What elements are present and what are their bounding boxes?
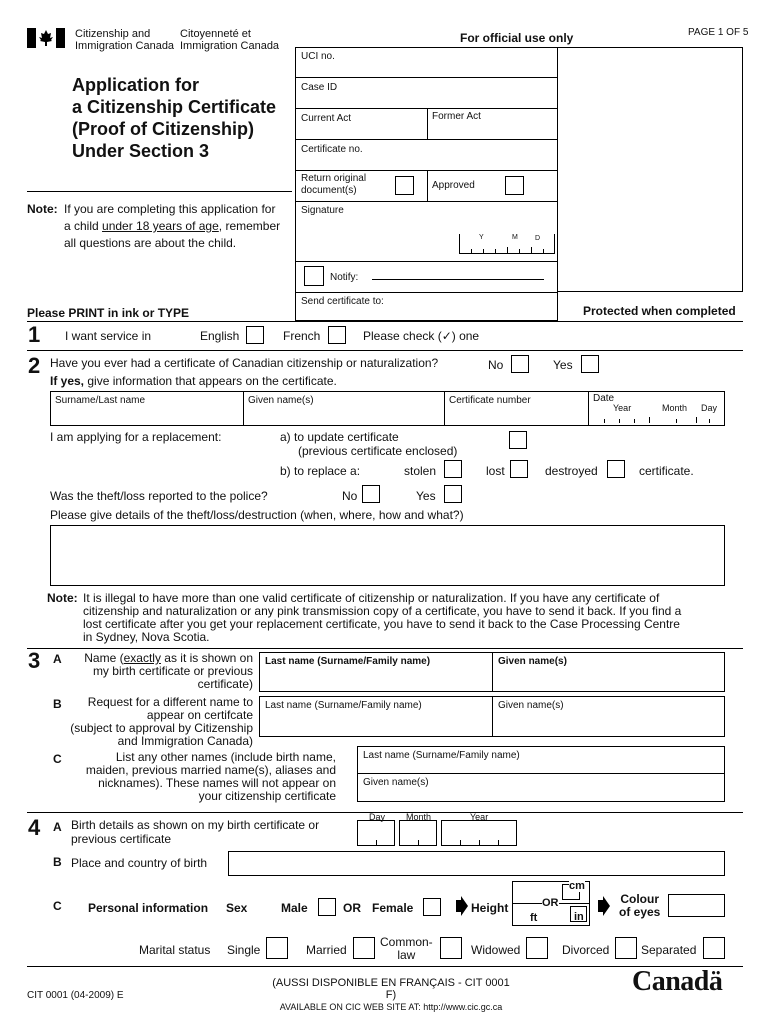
- separated-label: Separated: [641, 943, 697, 957]
- update-option-label: a) to update certificate: [280, 430, 399, 444]
- birth-place-input[interactable]: [228, 851, 725, 876]
- replace-option-label: b) to replace a:: [280, 464, 361, 478]
- other-names-given-field[interactable]: Given name(s): [363, 777, 429, 788]
- case-id-label: Case ID: [301, 82, 338, 93]
- name-exact-given-field[interactable]: Given name(s): [498, 656, 567, 667]
- common-law-label: Common- law: [380, 935, 433, 962]
- previous-yes-checkbox[interactable]: [581, 355, 599, 373]
- previous-no-label: No: [488, 358, 504, 372]
- french-checkbox[interactable]: [328, 326, 346, 344]
- other-names-last-field[interactable]: Last name (Surname/Family name): [363, 750, 520, 761]
- different-name-given-field[interactable]: Given name(s): [498, 700, 564, 711]
- destroyed-checkbox[interactable]: [607, 460, 625, 478]
- eye-colour-input[interactable]: [668, 894, 725, 917]
- single-label: Single: [227, 943, 261, 957]
- update-option-sublabel: (previous certificate enclosed): [298, 444, 458, 458]
- birth-details-label: Birth details as shown on my birth certificate or previous certificate: [71, 818, 320, 846]
- current-act-label: Current Act: [301, 113, 352, 124]
- male-label: Male: [281, 901, 308, 915]
- sex-label: Sex: [226, 901, 248, 915]
- married-label: Married: [306, 943, 347, 957]
- footer-notice: (AUSSI DISPONIBLE EN FRANÇAIS - CIT 0001 F) AVAILABLE ON CIC WEB SITE AT: http://www.cic.gc.ca: [272, 977, 510, 1012]
- widowed-checkbox[interactable]: [526, 937, 548, 959]
- notify-label: Notify:: [330, 272, 359, 283]
- police-yes-checkbox[interactable]: [444, 485, 462, 503]
- divider: [27, 191, 292, 192]
- section-3a-letter: A: [53, 652, 62, 666]
- note-child: Note:: [27, 202, 58, 216]
- personal-info-label: Personal information: [88, 901, 209, 915]
- english-label: English: [200, 329, 240, 343]
- previous-certificate-question: Have you ever had a certificate of Canadian citizenship or naturalization?: [50, 356, 439, 370]
- female-label: Female: [372, 901, 414, 915]
- single-checkbox[interactable]: [266, 937, 288, 959]
- previous-surname-field[interactable]: Surname/Last name: [55, 395, 146, 406]
- eye-colour-label: Colour of eyes: [619, 892, 661, 919]
- uci-label: UCI no.: [301, 51, 335, 62]
- section-4-number: 4: [28, 815, 41, 840]
- police-no-checkbox[interactable]: [362, 485, 380, 503]
- print-instruction: Please PRINT in ink or TYPE: [27, 306, 190, 320]
- page-title: Application for a Citizenship Certificate (Proof of Citizenship) Under Section 3: [72, 75, 277, 161]
- details-textarea[interactable]: [50, 525, 725, 586]
- police-no-label: No: [342, 489, 358, 503]
- approved-checkbox[interactable]: [505, 176, 524, 195]
- previous-date-field[interactable]: Date Year Month Day: [593, 393, 721, 423]
- certificate-word: certificate.: [639, 464, 694, 478]
- illegal-note-label: Note:: [47, 591, 78, 605]
- section-3-number: 3: [28, 648, 41, 673]
- details-prompt: Please give details of the theft/loss/destruction (when, where, how and what?): [50, 508, 464, 522]
- signature-label: Signature: [301, 205, 344, 216]
- former-act-label: Former Act: [432, 111, 481, 122]
- if-yes-instruction: If yes, give information that appears on the certificate.: [50, 374, 337, 388]
- protected-label: Protected when completed: [583, 304, 736, 318]
- married-checkbox[interactable]: [353, 937, 375, 959]
- previous-no-checkbox[interactable]: [511, 355, 529, 373]
- male-checkbox[interactable]: [318, 898, 336, 916]
- send-certificate-label: Send certificate to:: [301, 296, 384, 307]
- height-field[interactable]: cm OR ft in: [512, 881, 590, 926]
- notify-line[interactable]: [372, 279, 544, 280]
- separated-checkbox[interactable]: [703, 937, 725, 959]
- female-checkbox[interactable]: [423, 898, 441, 916]
- french-label: French: [283, 329, 321, 343]
- section-4c-letter: C: [53, 899, 62, 913]
- section-divider: [27, 321, 743, 322]
- name-exact-label: Name (exactly as it is shown on my birth certificate or previous certificate): [84, 651, 253, 691]
- department-name-fr: Citoyenneté et Immigration Canada: [180, 28, 280, 52]
- widowed-label: Widowed: [471, 943, 521, 957]
- department-name-en: Citizenship and Immigration Canada: [75, 28, 175, 52]
- section-2-number: 2: [28, 353, 41, 378]
- birth-date-field[interactable]: Day Month Year: [357, 812, 517, 846]
- return-documents-label: Return original document(s): [301, 173, 367, 196]
- section-1-number: 1: [28, 322, 41, 347]
- return-documents-checkbox[interactable]: [395, 176, 414, 195]
- approved-label: Approved: [432, 180, 475, 191]
- name-exact-last-field[interactable]: Last name (Surname/Family name): [265, 656, 431, 667]
- note-child-text: If you are completing this application for a child under 18 years of age, remember all questions are about the child.: [64, 202, 281, 250]
- office-stamp-area: [557, 47, 743, 292]
- form-number: CIT 0001 (04-2009) E: [27, 990, 124, 1001]
- marital-status-label: Marital status: [139, 943, 211, 957]
- lost-label: lost: [486, 464, 505, 478]
- previous-cert-number-field[interactable]: Certificate number: [449, 395, 531, 406]
- page-number: PAGE 1 OF 5: [688, 27, 749, 38]
- sex-or-label: OR: [343, 901, 361, 915]
- official-use-heading: For official use only: [460, 31, 574, 45]
- divorced-checkbox[interactable]: [615, 937, 637, 959]
- canada-flag-icon: [27, 28, 65, 48]
- height-label: Height: [471, 901, 509, 915]
- police-question: Was the theft/loss reported to the police?: [50, 489, 268, 503]
- section-4b-letter: B: [53, 855, 62, 869]
- previous-given-field[interactable]: Given name(s): [248, 395, 314, 406]
- certificate-no-label: Certificate no.: [301, 144, 363, 155]
- replacement-label: I am applying for a replacement:: [50, 430, 222, 444]
- birth-place-label: Place and country of birth: [71, 856, 208, 870]
- section-3b-letter: B: [53, 697, 62, 711]
- common-law-checkbox[interactable]: [440, 937, 462, 959]
- arrow-right-icon: [456, 896, 468, 916]
- previous-yes-label: Yes: [553, 358, 573, 372]
- different-name-label: Request for a different name to appear on certifcate (subject to approval by Citizenship and Immigration Canada): [70, 695, 253, 748]
- update-certificate-checkbox[interactable]: [509, 431, 527, 449]
- english-checkbox[interactable]: [246, 326, 264, 344]
- service-language-label: I want service in: [65, 329, 152, 343]
- lost-checkbox[interactable]: [510, 460, 528, 478]
- check-one-instruction: Please check (✓) one: [363, 329, 480, 343]
- signature-date[interactable]: Y M D: [459, 234, 554, 254]
- stolen-label: stolen: [404, 464, 437, 478]
- section-4a-letter: A: [53, 820, 62, 834]
- divorced-label: Divorced: [562, 943, 610, 957]
- notify-checkbox[interactable]: [304, 266, 324, 286]
- other-names-label: List any other names (include birth name, maiden, previous married name(s), aliases and nicknames). These names will not appear on your citizenship certificate: [85, 750, 336, 803]
- police-yes-label: Yes: [416, 489, 436, 503]
- destroyed-label: destroyed: [545, 464, 598, 478]
- different-name-last-field[interactable]: Last name (Surname/Family name): [265, 700, 422, 711]
- stolen-checkbox[interactable]: [444, 460, 462, 478]
- canada-wordmark: Canadä: [632, 966, 723, 997]
- arrow-right-icon: [598, 896, 610, 916]
- section-3c-letter: C: [53, 752, 62, 766]
